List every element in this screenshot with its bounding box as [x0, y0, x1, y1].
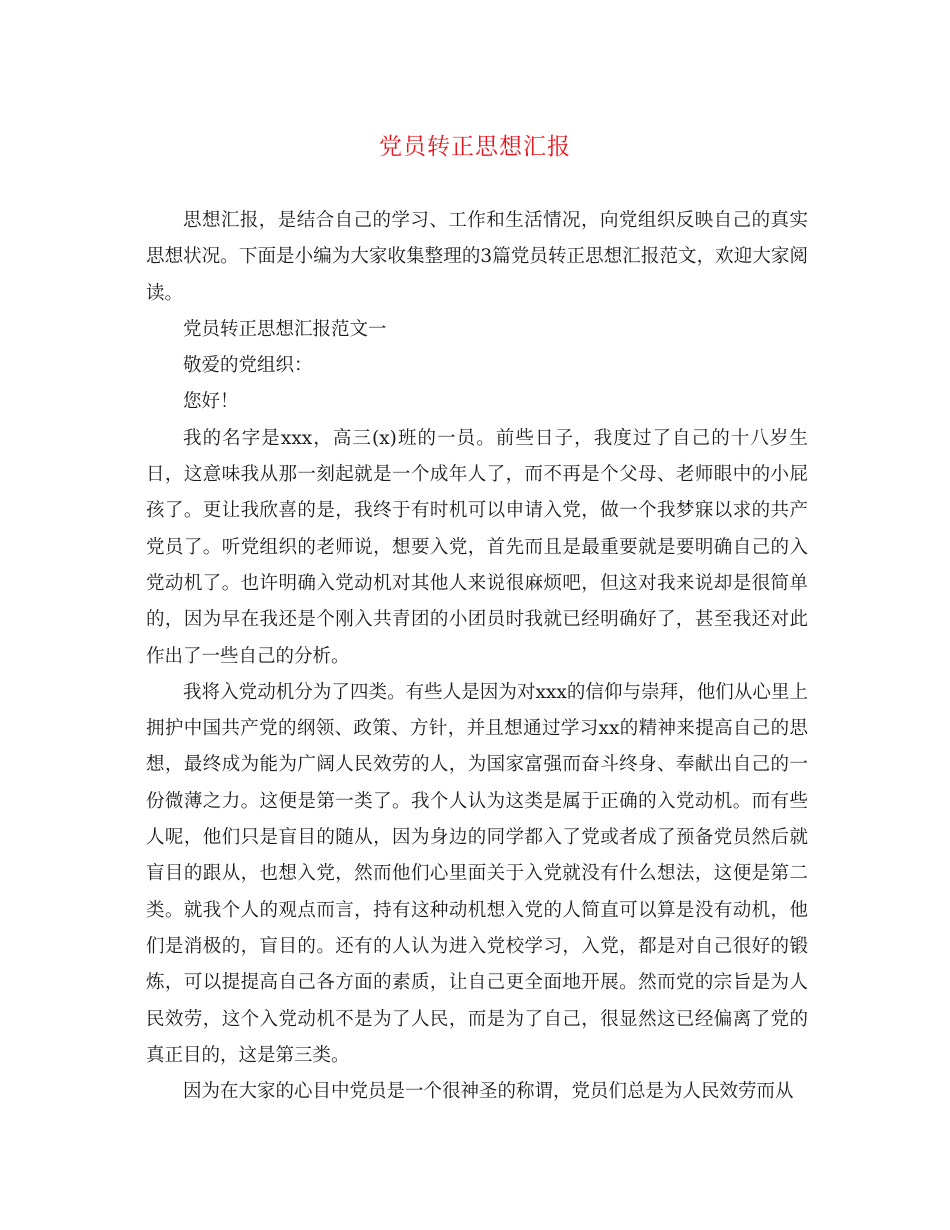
- body-paragraph: 我将入党动机分为了四类。有些人是因为对xxx的信仰与崇拜，他们从心里上拥护中国共产党的纲领、政策、方针，并且想通过学习xx的精神来提高自己的思想，最终成为能为广阔人民效劳的人，为国家富强而奋斗终身、奉献出自己的一份微薄之力。这便是第一类了。我个人认为这类是属于正确的入党动机。而有些人呢，他们只是盲目的随从，因为身边的同学都入了党或者成了预备党员然后就盲目的跟从，也想入党，然而他们心里面关于入党就没有什么想法，这便是第二类。就我个人的观点而言，持有这种动机想入党的人简直可以算是没有动机，他们是消极的，盲目的。还有的人认为进入党校学习，入党，都是对自己很好的锻炼，可以提提高自己各方面的素质，让自己更全面地开展。然而党的宗旨是为人民效劳，这个入党动机不是为了人民，而是为了自己，很显然这已经偏离了党的真正目的，这是第三类。: [146, 681, 808, 1066]
- intro-paragraph: 思想汇报，是结合自己的学习、工作和生活情况，向党组织反映自己的真实思想状况。下面是小编为大家收集整理的3篇党员转正思想汇报范文，欢迎大家阅读。: [146, 210, 808, 304]
- greeting: 您好！: [183, 391, 239, 413]
- body-paragraph: 我的名字是xxx，高三(x)班的一员。前些日子，我度过了自己的十八岁生日，这意味我从那一刻起就是一个成年人了，而不再是个父母、老师眼中的小屁孩了。更让我欣喜的是，我终于有时机可以申请入党，做一个我梦寐以求的共产党员了。听党组织的老师说，想要入党，首先而且是最重要就是要明确自己的入党动机了。也许明确入党动机对其他人来说很麻烦吧，但这对我来说却是很简单的，因为早在我还是个刚入共青团的小团员时我就已经明确好了，甚至我还对此作出了一些自己的分析。: [146, 427, 808, 667]
- document-title: 党员转正思想汇报: [379, 134, 571, 160]
- sample-heading: 党员转正思想汇报范文一: [183, 318, 387, 340]
- salutation: 敬爱的党组织：: [183, 355, 313, 377]
- document-body: [146, 203, 808, 1110]
- body-paragraph: 因为在大家的心目中党员是一个很神圣的称谓，党员们总是为人民效劳而从: [183, 1081, 794, 1103]
